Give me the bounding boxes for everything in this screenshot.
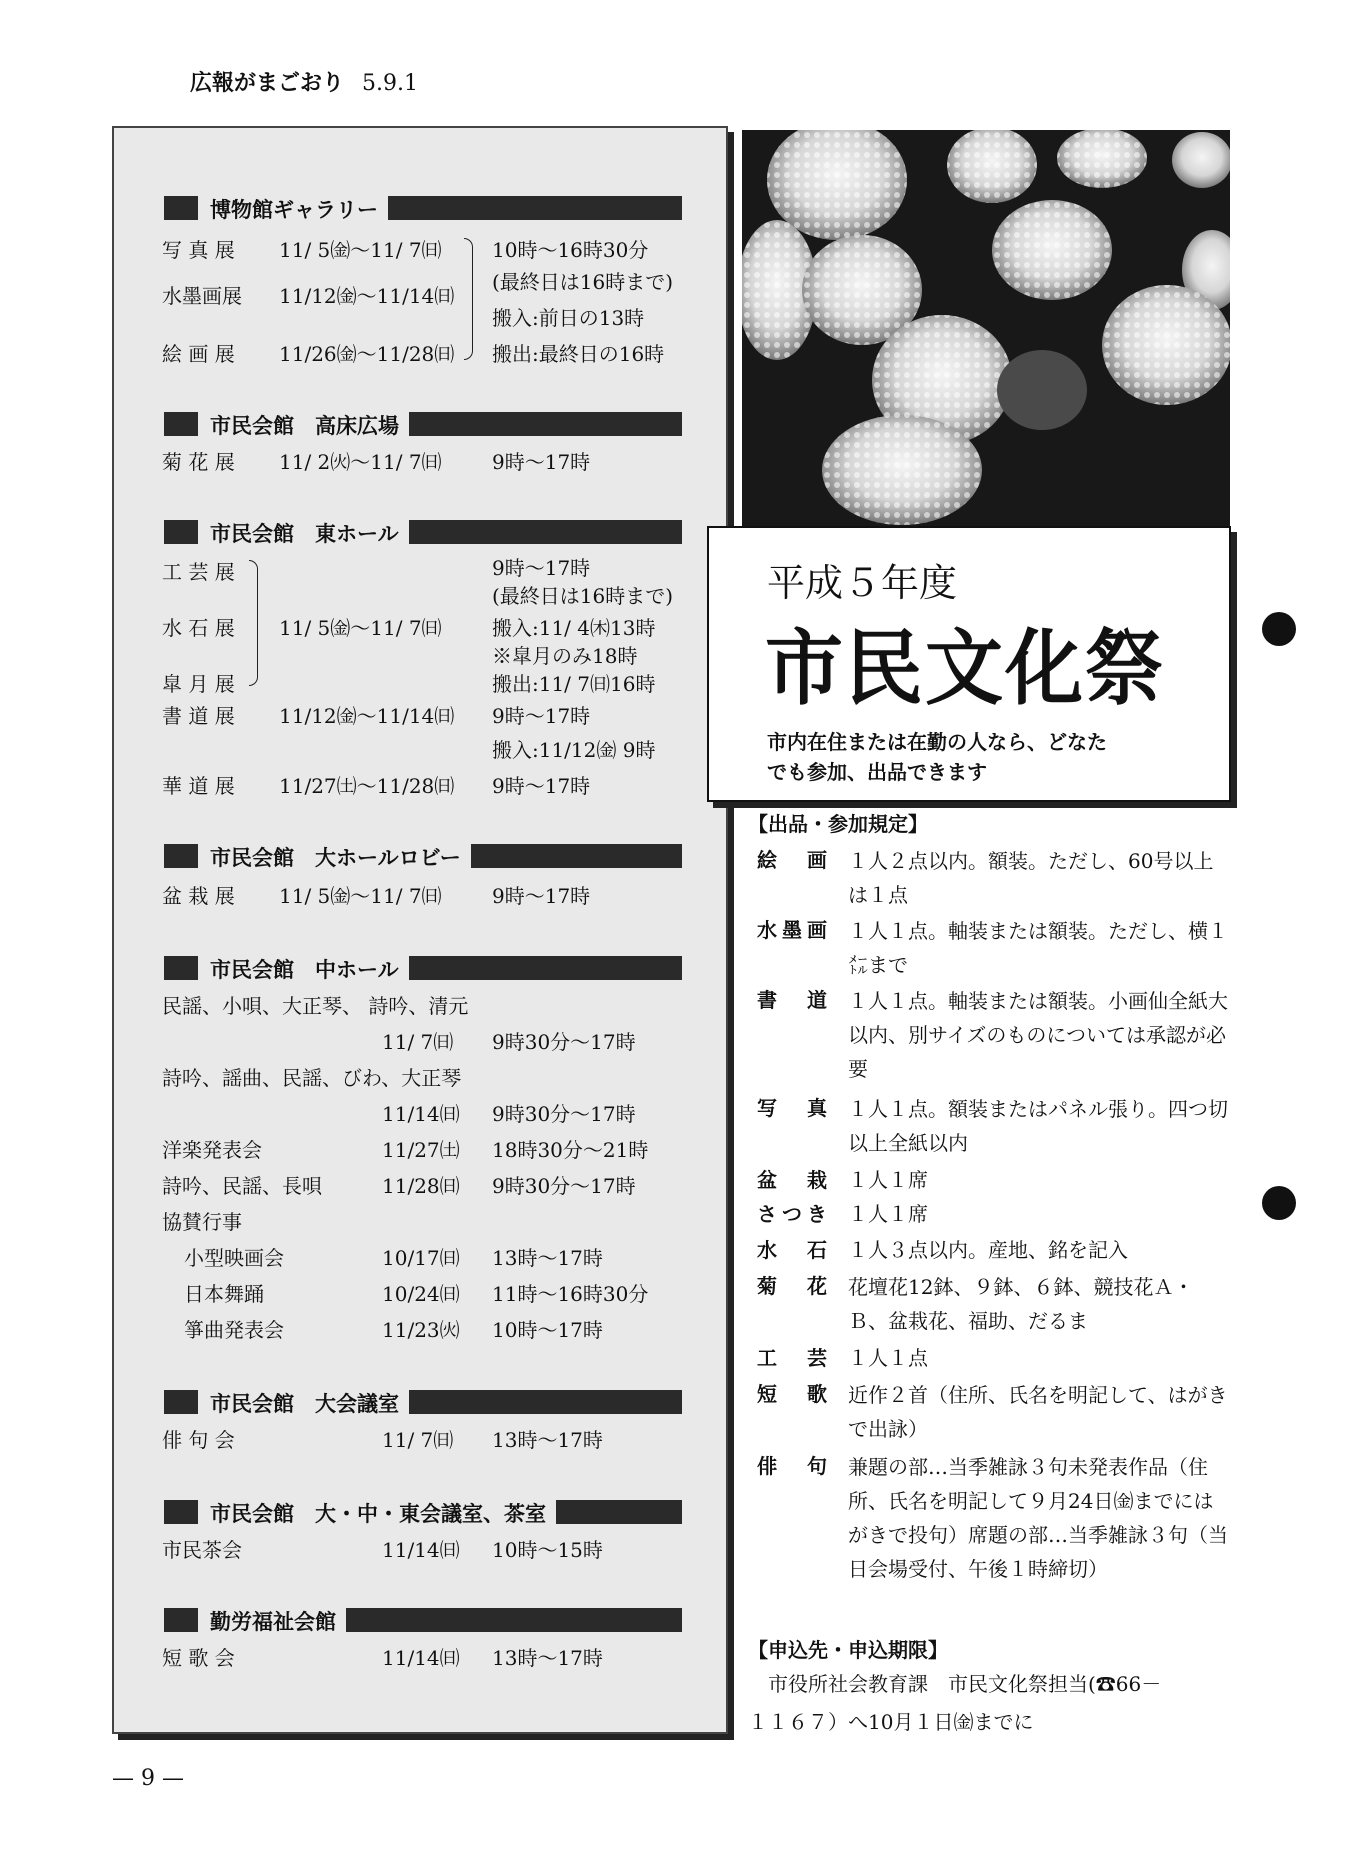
festival-title: 市民文化祭 [765,622,1166,717]
section-title: 博物館ギャラリー [210,194,388,224]
event-date: 11/ 5㈮〜11/ 7㈰ [279,884,442,908]
publication-date: 5.9.1 [362,71,418,96]
event-note: 搬入:前日の13時 [492,306,645,330]
event-time: 9時30分〜17時 [492,1174,636,1198]
event-name: 協賛行事 [162,1210,242,1234]
section-title: 市民会館 東ホール [210,518,409,548]
event-time: 13時〜17時 [492,1246,603,1270]
section-tea [164,1500,682,1524]
event-name: 日本舞踊 [184,1282,264,1306]
event-name: 民謡、小唄、大正琴、 詩吟、清元 [162,994,469,1018]
rule-value: １人１点 [848,1346,928,1370]
section-museum-gallery [164,196,682,220]
section-title: 市民会館 大ホールロビー [210,842,471,872]
event-date: 11/27㈯〜11/28㈰ [279,774,455,798]
rule-key: 書道 [757,988,827,1012]
rule-key: 水墨画 [757,918,827,942]
event-note: (最終日は16時まで) [492,584,674,608]
rule-value: １人１席 [848,1202,928,1226]
rule-value: １人１点。額装またはパネル張り。四つ切以上全紙以内 [848,1097,1228,1155]
event-note: 搬入:11/ 4㈭13時 [492,616,656,640]
apply-text: 市役所社会教育課 市民文化祭担当(☎66－ [768,1672,1162,1696]
event-note: 9時〜17時 [492,556,591,580]
event-name: 詩吟、謡曲、民謡、びわ、大正琴 [162,1066,462,1090]
section-marker [164,1608,198,1632]
event-time: 18時30分〜21時 [492,1138,649,1162]
event-date: 11/23㈫ [382,1318,460,1342]
rule-key: 俳句 [757,1454,827,1478]
event-note: 10時〜16時30分 [492,238,649,262]
event-name: 市民茶会 [162,1538,242,1562]
rule-key: さつき [757,1202,827,1226]
event-name: 箏曲発表会 [184,1318,284,1342]
event-name: 皐 月 展 [162,672,235,696]
event-date: 11/ 7㈰ [382,1428,454,1452]
page-header [190,66,418,97]
chrysanthemum-photo [742,130,1230,530]
event-note: ※皐月のみ18時 [492,644,638,668]
section-takayuka [164,412,682,436]
rule-value: １人２点以内。額装。ただし、60号以上は１点 [848,849,1214,907]
rule-value: １人３点以内。産地、銘を記入 [848,1238,1128,1262]
rule-value: １人１席 [848,1168,928,1192]
event-name: 俳 句 会 [162,1428,235,1452]
event-time: 11時〜16時30分 [492,1282,649,1306]
event-time: 9時〜17時 [492,450,591,474]
section-conference [164,1390,682,1414]
event-date: 11/14㈰ [382,1102,460,1126]
event-note: (最終日は16時まで) [492,270,674,294]
event-time: 13時〜17時 [492,1646,603,1670]
event-date: 11/27㈯ [382,1138,460,1162]
schedule-panel [112,126,728,1734]
brace [464,238,473,360]
publication-name: 広報がまごおり [190,71,345,96]
brace [249,560,258,686]
event-date: 11/12㈮〜11/14㈰ [279,284,455,308]
section-lobby [164,844,682,868]
section-marker [164,520,198,544]
event-note: 搬出:11/ 7㈰16時 [492,672,656,696]
section-marker [164,1390,198,1414]
event-name: 写 真 展 [162,238,235,262]
apply-text: １１６７）へ10月１日㈮までに [748,1710,1034,1734]
rule-value: １人１点。軸装または額装。小画仙全紙大以内、別サイズのものについては承認が必要 [848,989,1228,1081]
event-date: 11/28㈰ [382,1174,460,1198]
section-marker [164,1500,198,1524]
rule-key: 工芸 [757,1346,827,1370]
rule-value: 兼題の部…当季雑詠３句未発表作品（住所、氏名を明記して９月24日㈮までにはがきで投句）席題の部…当季雑詠３句（当日会場受付、午後１時締切） [848,1455,1228,1581]
event-date: 11/14㈰ [382,1646,460,1670]
rule-key: 水石 [757,1238,827,1262]
event-note: 搬入:11/12㈮ 9時 [492,738,656,762]
rule-value: 花壇花12鉢、９鉢、６鉢、競技花Ａ・Ｂ、盆栽花、福助、だるま [848,1275,1194,1333]
section-east-hall [164,520,682,544]
event-time: 9時30分〜17時 [492,1102,636,1126]
event-time: 9時〜17時 [492,704,591,728]
event-name: 華 道 展 [162,774,235,798]
event-date: 11/12㈮〜11/14㈰ [279,704,455,728]
section-title: 勤労福祉会館 [210,1606,346,1636]
event-date: 10/24㈰ [382,1282,460,1306]
rule-key: 盆栽 [757,1168,827,1192]
event-time: 13時〜17時 [492,1428,603,1452]
section-marker [164,956,198,980]
event-time: 9時30分〜17時 [492,1030,636,1054]
event-time: 10時〜15時 [492,1538,603,1562]
event-name: 水墨画展 [162,284,242,308]
section-marker [164,196,198,220]
rule-key: 写真 [757,1096,827,1120]
binding-hole [1262,1186,1296,1220]
section-marker [164,412,198,436]
apply-heading: 【申込先・申込期限】 [748,1638,948,1662]
event-name: 書 道 展 [162,704,235,728]
event-name: 洋楽発表会 [162,1138,262,1162]
rule-value: 近作２首（住所、氏名を明記して、はがきで出詠） [848,1383,1228,1441]
rule-value: １人１点。軸装または額装。ただし、横１㍍まで [848,919,1228,977]
event-name: 工 芸 展 [162,560,235,584]
event-time: 9時〜17時 [492,774,591,798]
event-date: 11/14㈰ [382,1538,460,1562]
event-date: 11/ 5㈮〜11/ 7㈰ [279,616,442,640]
festival-subtitle: 市内在住または在勤の人なら、どなた [767,730,1107,754]
rule-key: 菊花 [757,1274,827,1298]
rule-key: 絵画 [757,848,827,872]
event-date: 11/ 2㈫〜11/ 7㈰ [279,450,442,474]
event-note: 搬出:最終日の16時 [492,342,665,366]
event-date: 11/ 5㈮〜11/ 7㈰ [279,238,442,262]
festival-title-box [707,526,1231,802]
event-name: 詩吟、民謡、長唄 [162,1174,322,1198]
festival-subtitle: でも参加、出品できます [767,760,987,784]
event-name: 菊 花 展 [162,450,235,474]
event-time: 9時〜17時 [492,884,591,908]
event-name: 絵 画 展 [162,342,235,366]
section-title: 市民会館 高床広場 [210,410,409,440]
section-title: 市民会館 大会議室 [210,1388,409,1418]
section-labor-hall [164,1608,682,1632]
section-title: 市民会館 大・中・東会議室、茶室 [210,1498,556,1528]
event-name: 盆 栽 展 [162,884,235,908]
binding-hole [1262,612,1296,646]
event-time: 10時〜17時 [492,1318,603,1342]
fiscal-year: 平成５年度 [767,561,958,605]
event-date: 11/26㈮〜11/28㈰ [279,342,455,366]
section-marker [164,844,198,868]
section-mid-hall [164,956,682,980]
page-number: — 9 — [112,1766,184,1791]
event-date: 10/17㈰ [382,1246,460,1270]
rule-key: 短歌 [757,1382,827,1406]
rules-heading: 【出品・参加規定】 [748,812,928,836]
event-name: 小型映画会 [184,1246,284,1270]
event-name: 短 歌 会 [162,1646,235,1670]
event-name: 水 石 展 [162,616,235,640]
event-date: 11/ 7㈰ [382,1030,454,1054]
section-title: 市民会館 中ホール [210,954,409,984]
